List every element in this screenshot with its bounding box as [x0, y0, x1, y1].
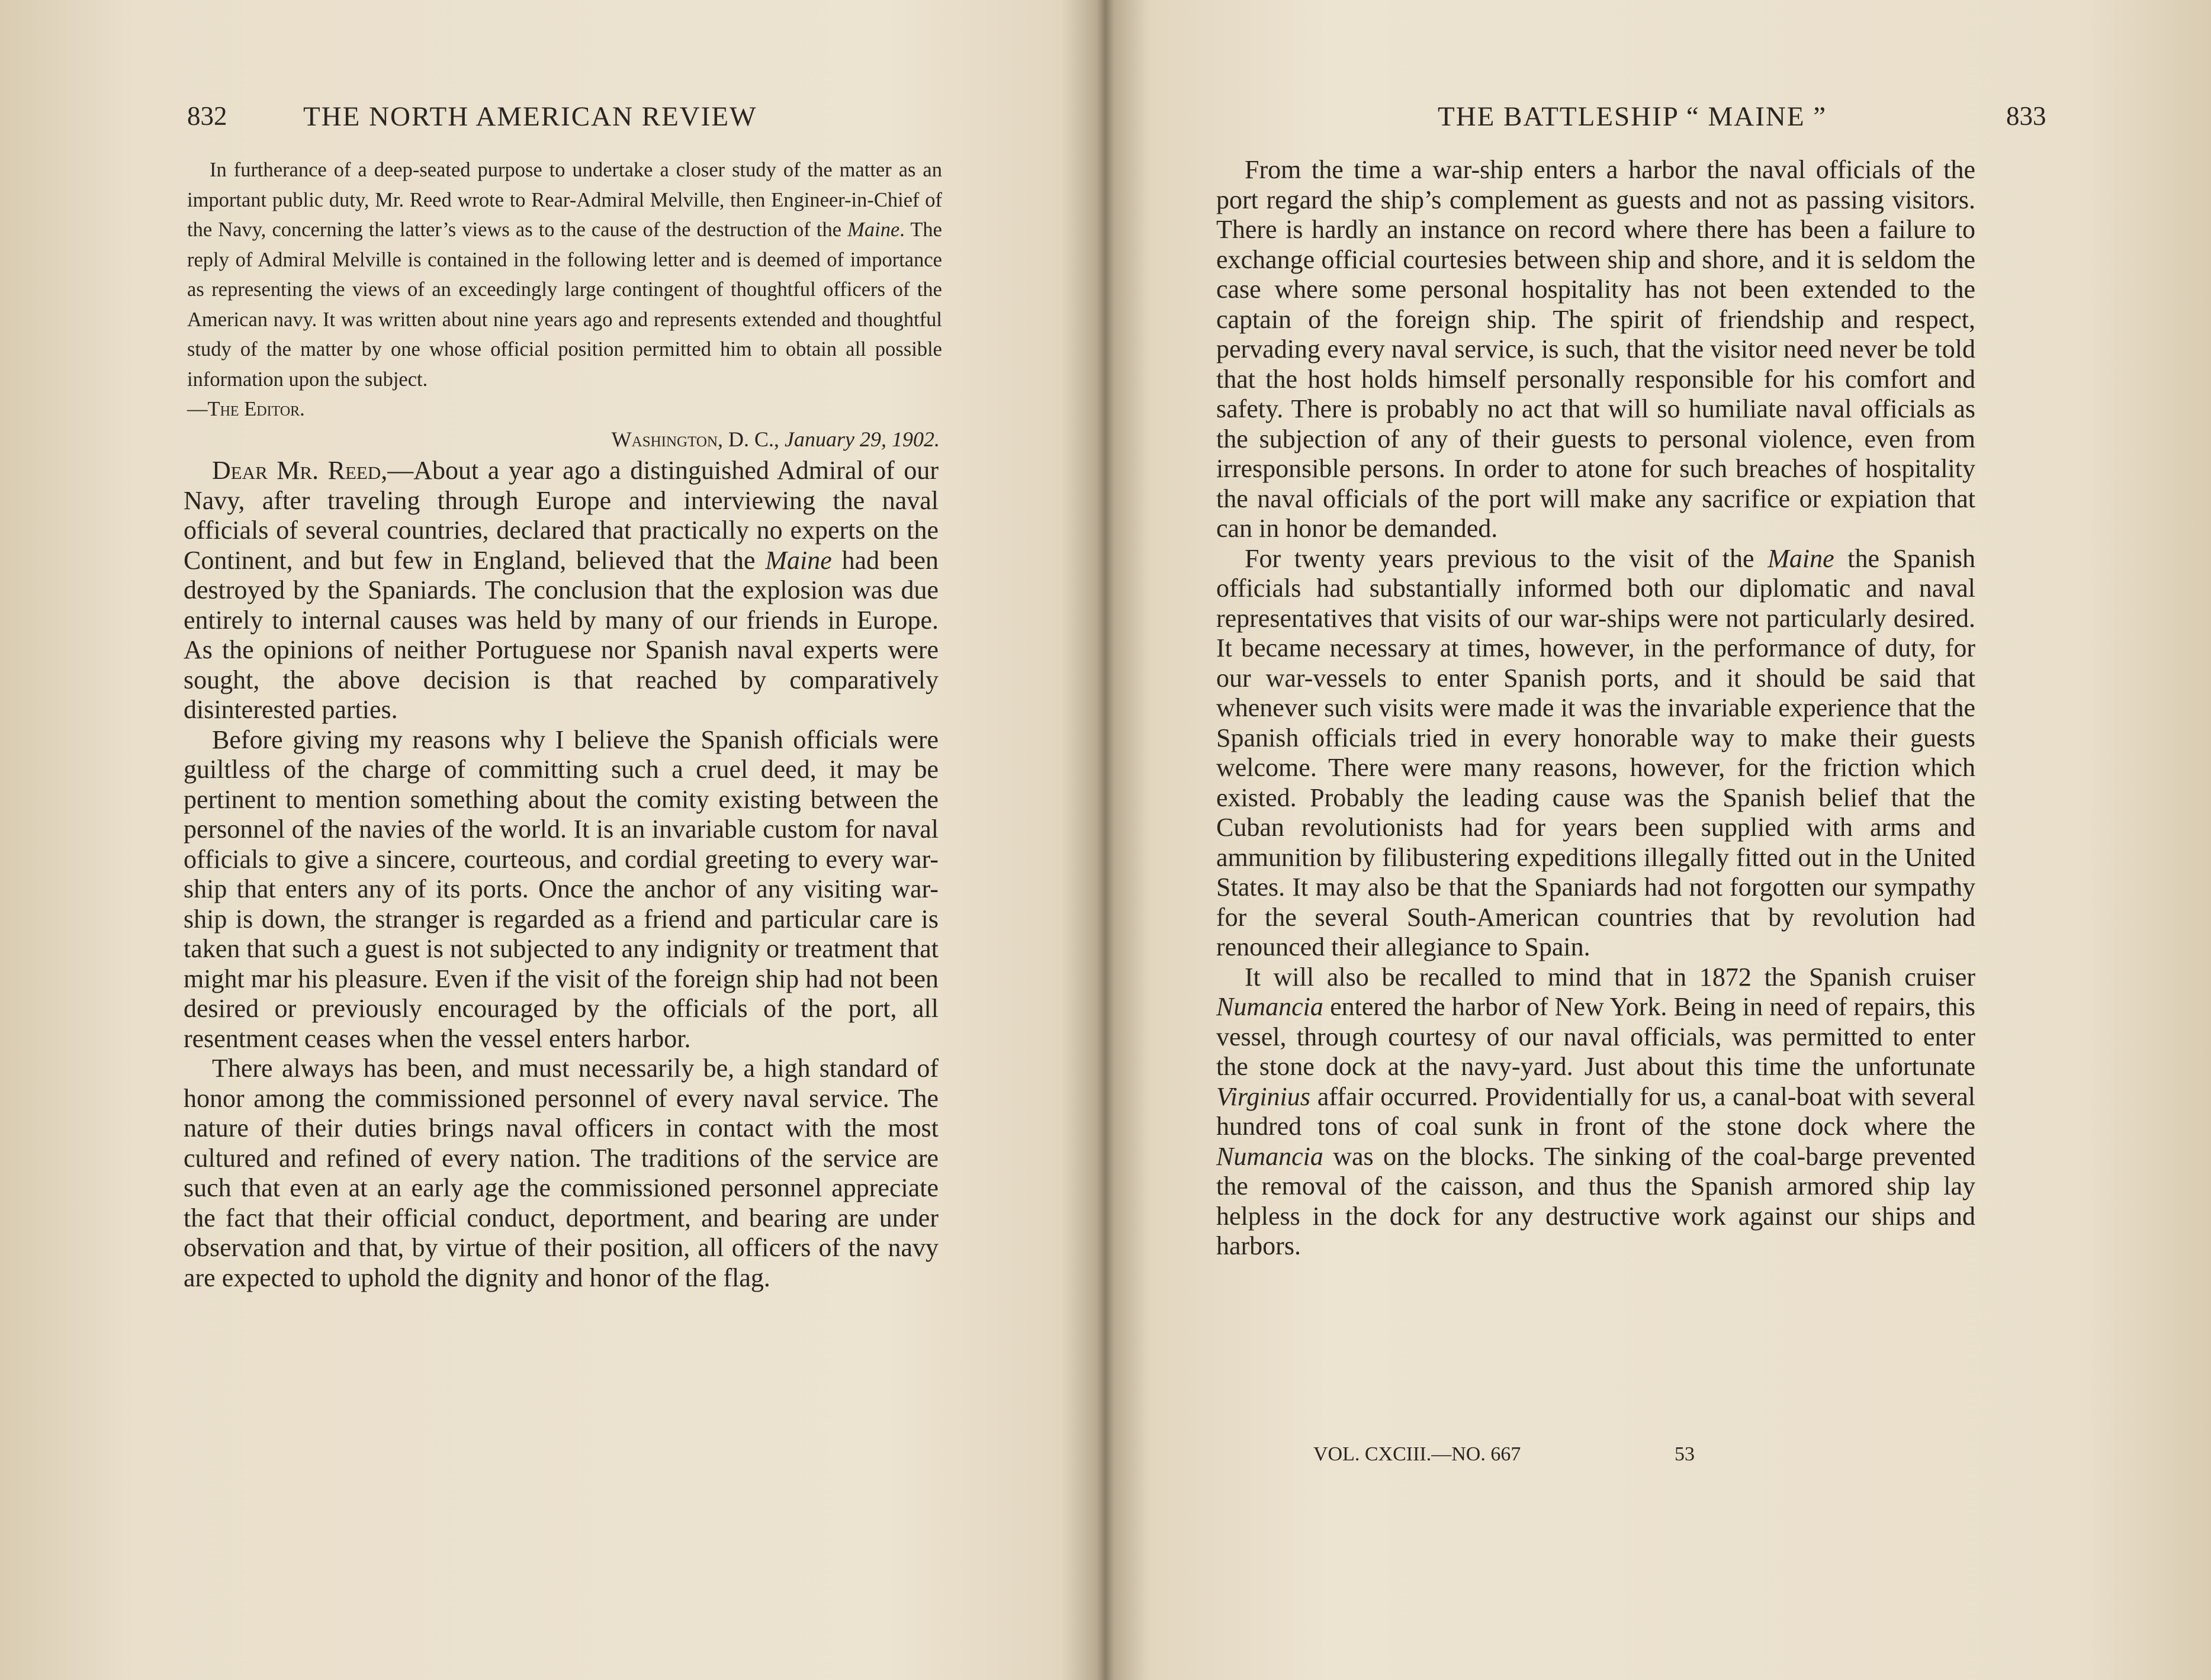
- running-head: THE BATTLESHIP “ MAINE ”: [1438, 101, 1827, 132]
- paragraph: There always has been, and must necessarily be, a high standard of honor among the commissioned personnel of every naval service. The nature of their duties brings naval officers in contact with the most cultured and refined of every nation. The traditions of the service are such that even at an early age the commissioned personnel appreciate the fact that their official conduct, deportment, and bearing are under observation and that, by virtue of their position, all officers of the navy are expected to uphold the dignity and honor of the flag.: [184, 1054, 939, 1292]
- footer-volume: VOL. CXCIII.—NO. 667: [1313, 1443, 1521, 1465]
- letter-body-left: [184, 456, 939, 1293]
- editor-note-paragraph: In furtherance of a deep-seated purpose to undertake a closer study of the matter as an important public duty, Mr. Reed wrote to Rear-Admiral Melville, then Engineer-in-Chief of the Navy, concerning the latter’s views as to the cause of the destruction of the Maine. The reply of Admiral Melville is contained in the following letter and is deemed of importance as representing the views of an exceedingly large contingent of thoughtful officers of the American navy. It was written about nine years ago and represents extended and thoughtful study of the matter by one whose official position permitted him to obtain all possible information upon the subject. —The Editor.: [187, 159, 942, 420]
- running-head: THE NORTH AMERICAN REVIEW: [303, 101, 757, 132]
- paragraph: For twenty years previous to the visit of the Maine the Spanish officials had substantially informed both our diplomatic and naval representatives that visits of our war-ships were not particularly desired. It became necessary at times, however, in the performance of duty, for our war-vessels to enter Spanish ports, and it should be said that whenever such visits were made it was the invariable experience that the Spanish officials tried in every honorable way to make their guests welcome. There were many reasons, however, for the friction which existed. Probably the leading cause was the Spanish belief that the Cuban revolutionists had for years been supplied with arms and ammunition by filibustering expeditions illegally fitted out in the United States. It may also be that the Spaniards had not forgotten our sympathy for the several South-American countries that by revolution had renounced their allegiance to Spain.: [1216, 543, 1975, 961]
- paragraph: It will also be recalled to mind that in 1872 the Spanish cruiser Numancia entered the harbor of New York. Being in need of repairs, this vessel, through courtesy of our naval officials, was permitted to enter the stone dock at the navy-yard. Just about this time the unfortunate Virginius affair occurred. Providentially for us, a canal-boat with several hundred tons of coal sunk in front of the stone dock where the Numancia was on the blocks. The sinking of the coal-barge prevented the removal of the caisson, and thus the Spanish armored ship lay helpless in the dock for any destructive work against our ships and harbors.: [1216, 962, 1975, 1260]
- page-number: 833: [2006, 101, 2046, 131]
- footer-signature: 53: [1675, 1443, 1695, 1465]
- paragraph: Dear Mr. Reed,—About a year ago a distinguished Admiral of our Navy, after traveling through Europe and interviewing the naval officials of several countries, declared that practically no experts on the Continent, and but few in England, believed that the Maine had been destroyed by the Spaniards. The conclusion that the explosion was due entirely to internal causes was held by many of our friends in Europe. As the opinions of neither Portuguese nor Spanish naval experts were sought, the above decision is that reached by comparatively disinterested parties.: [184, 456, 939, 724]
- editor-note: [187, 155, 942, 454]
- letter-body-right: [1216, 155, 1975, 1261]
- paragraph: Before giving my reasons why I believe the Spanish officials were guiltless of the charge of committing such a cruel deed, it may be pertinent to mention something about the comity existing between the personnel of the navies of the world. It is an invariable custom for naval officials to give a sincere, courteous, and cordial greeting to every war-ship that enters any of its ports. Once the anchor of any visiting war-ship is down, the stranger is regarded as a friend and particular care is taken that such a guest is not subjected to any indignity or treatment that might mar his pleasure. Even if the visit of the foreign ship had not been desired or previously encouraged by the officials of the port, all resentment ceases when the vessel enters harbor.: [184, 725, 939, 1053]
- editor-signoff: —The Editor.: [187, 398, 305, 420]
- right-page: [1106, 0, 2211, 1680]
- page-number: 832: [187, 101, 227, 131]
- paragraph: From the time a war-ship enters a harbor the naval officials of the port regard the ship’s complement as guests and not as passing visitors. There is hardly an instance on record where there has been a failure to exchange official courtesies between ship and shore, and it is seldom the case where some personal hospitality has not been extended to the captain of the foreign ship. The spirit of friendship and respect, pervading every naval service, is such, that the visitor need never be told that the host holds himself personally responsible for his comfort and safety. There is probably no act that will so humiliate naval officials as the subjection of any of their guests to personal violence, even from irresponsible persons. In order to atone for such breaches of hospitality the naval officials of the port will make any sacrifice or expiation that can in honor be demanded.: [1216, 155, 1975, 543]
- salutation: Dear Mr. Reed,: [212, 456, 388, 485]
- left-page: [0, 0, 1105, 1680]
- dateline: Washington, D. C., January 29, 1902.: [611, 427, 940, 451]
